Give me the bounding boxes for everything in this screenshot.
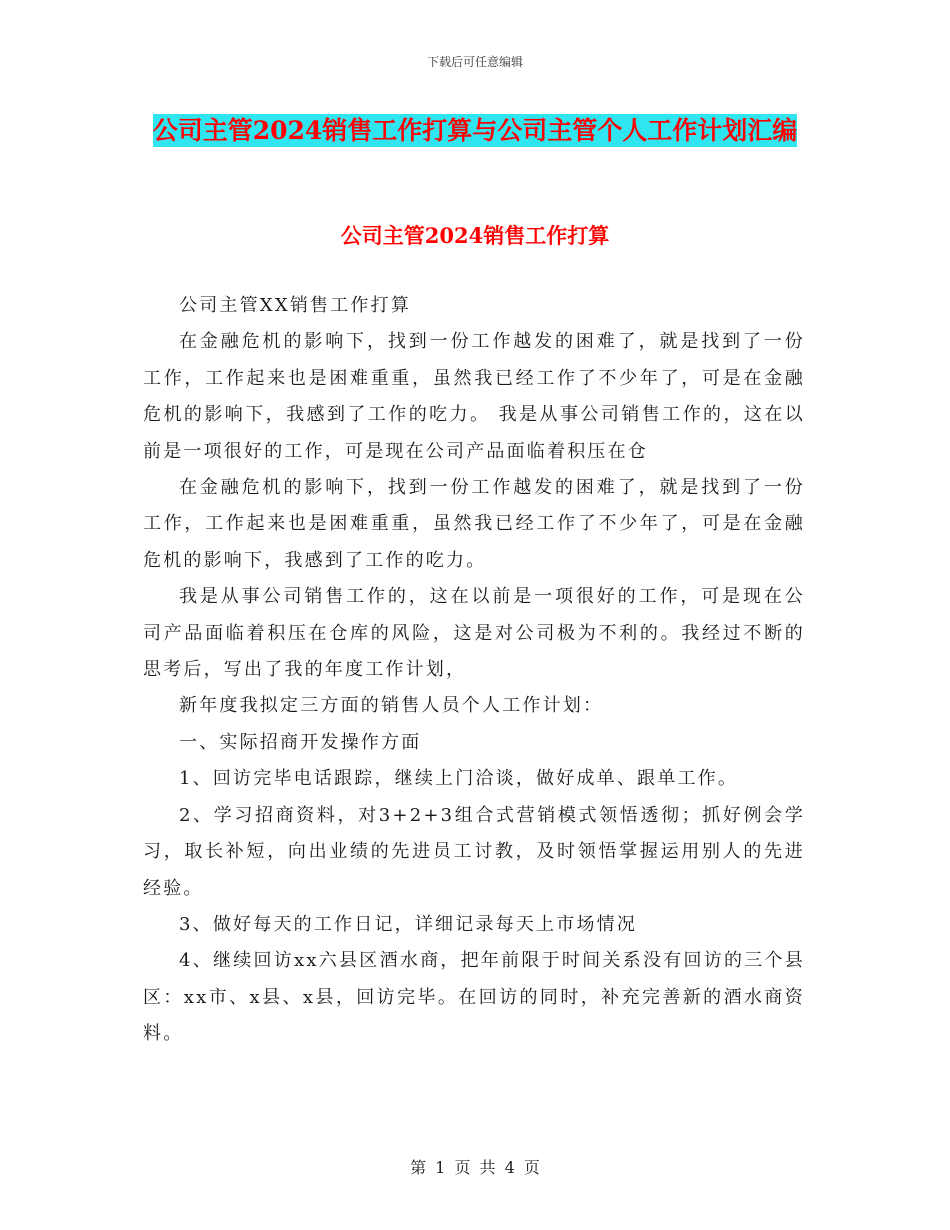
paragraph: 在金融危机的影响下，找到一份工作越发的困难了，就是找到了一份工作，工作起来也是困难重重，虽然我已经工作了不少年了，可是在金融危机的影响下，我感到了工作的吃力。	[143, 477, 805, 571]
page-footer: 第 1 页 共 4 页	[410, 1158, 540, 1177]
paragraph: 公司主管XX销售工作打算	[179, 295, 412, 316]
paragraph: 3、做好每天的工作日记，详细记录每天上市场情况	[179, 913, 638, 935]
document-title	[140, 108, 810, 154]
paragraph: 我是从事公司销售工作的，这在以前是一项很好的工作，可是现在公司产品面临着积压在仓库的风险，这是对公司极为不利的。我经过不断的思考后，写出了我的年度工作计划，	[143, 586, 805, 681]
document-body	[143, 288, 805, 1053]
document-title-text: 公司主管2024销售工作打算与公司主管个人工作计划汇编	[152, 116, 798, 145]
header-note: 下载后可任意编辑	[426, 55, 523, 69]
paragraph: 新年度我拟定三方面的销售人员个人工作计划：	[179, 695, 604, 717]
paragraph: 4、继续回访xx六县区酒水商，把年前限于时间关系没有回访的三个县区：xx市、x县、x县，回访完毕。在回访的同时，补充完善新的酒水商资料。	[143, 950, 805, 1045]
paragraph: 在金融危机的影响下，找到一份工作越发的困难了，就是找到了一份工作，工作起来也是困难重重，虽然我已经工作了不少年了，可是在金融危机的影响下，我感到了工作的吃力。 我是从事公司销售工作的，这在以前是一项很好的工作，可是现在公司产品面临着积压在仓	[143, 331, 805, 462]
paragraph: 1、回访完毕电话跟踪，继续上门洽谈，做好成单、跟单工作。	[179, 768, 739, 790]
paragraph: 一、实际招商开发操作方面	[179, 731, 422, 753]
section-title: 公司主管2024销售工作打算	[340, 223, 610, 248]
paragraph: 2、学习招商资料，对3+2+3组合式营销模式领悟透彻；抓好例会学习，取长补短，向出业绩的先进员工讨教，及时领悟掌握运用别人的先进经验。	[143, 804, 805, 899]
